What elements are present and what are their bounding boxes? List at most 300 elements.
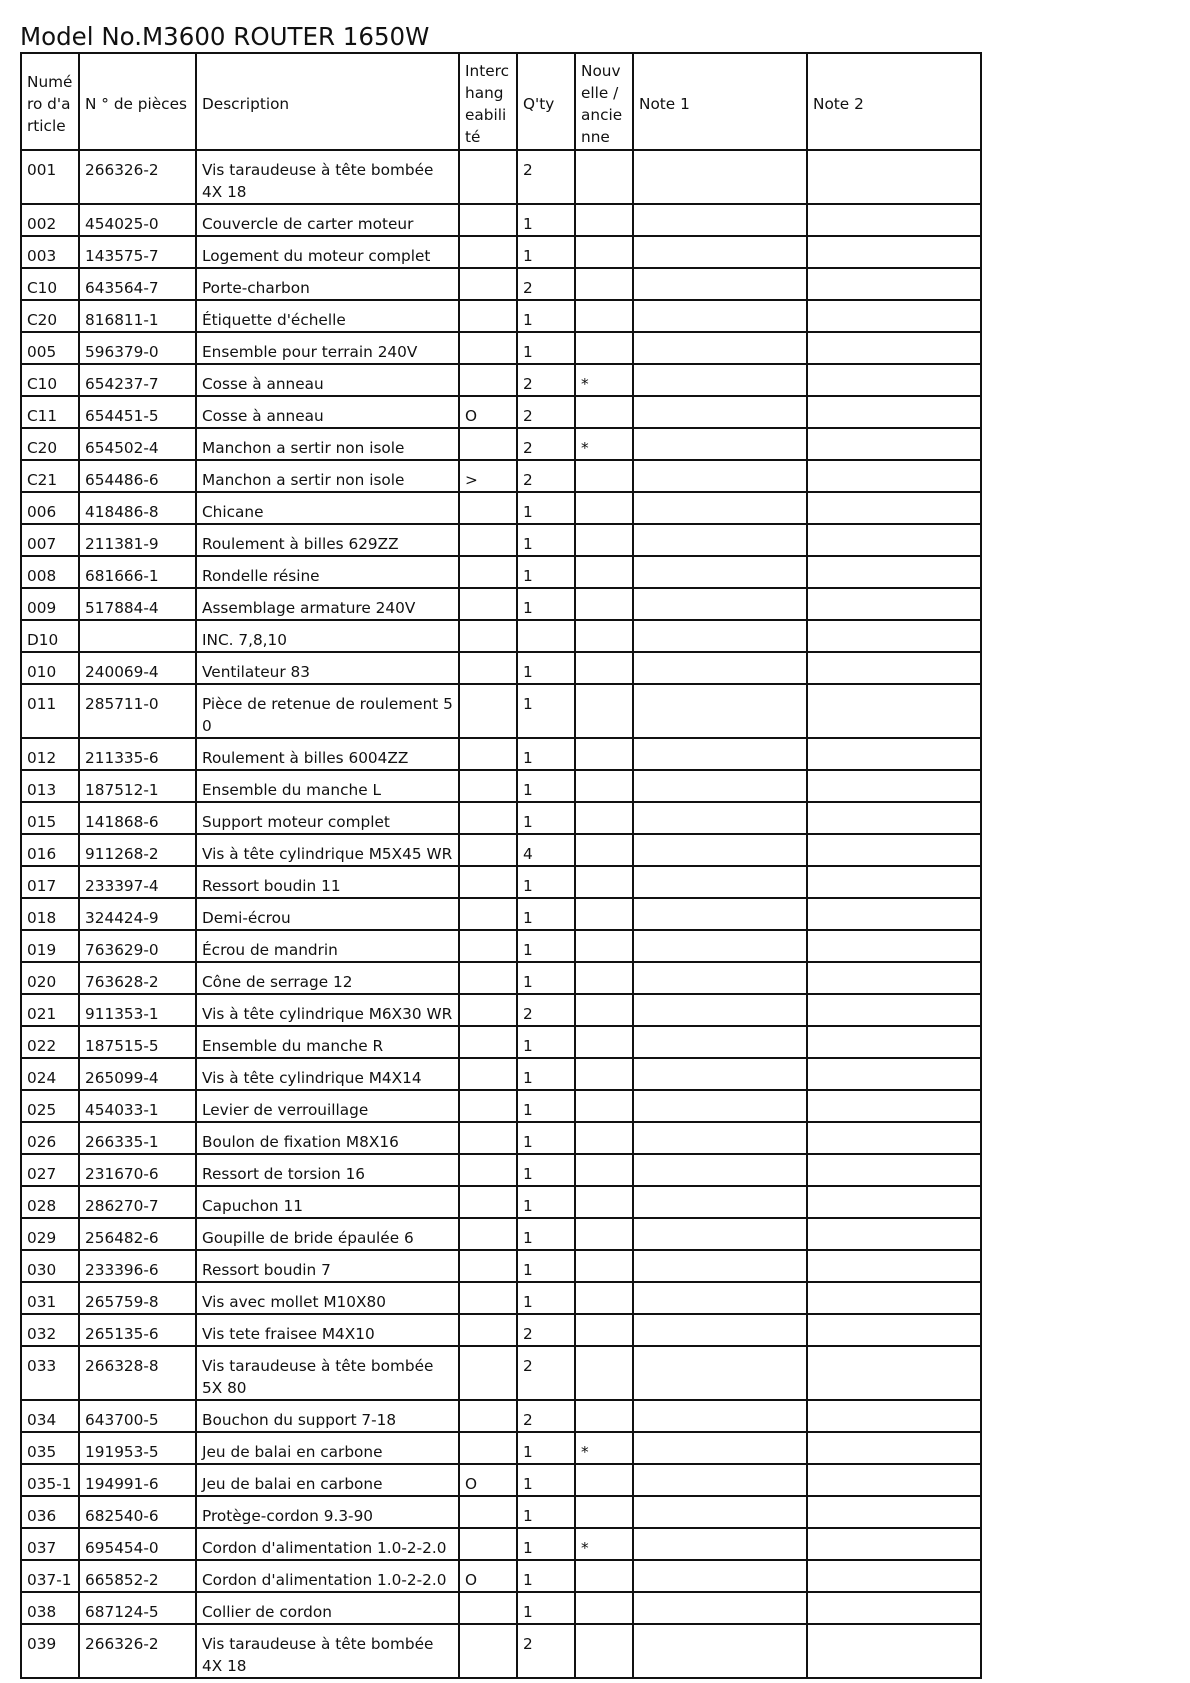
cell-description: Écrou de mandrin: [196, 930, 459, 962]
table-row: [21, 588, 981, 620]
cell-item-number: 005: [21, 332, 79, 364]
cell-description: Boulon de fixation M8X16: [196, 1122, 459, 1154]
cell-note-2: [807, 364, 981, 396]
cell-item-number: 003: [21, 236, 79, 268]
cell-part-number: 763629-0: [79, 930, 196, 962]
table-row: [21, 396, 981, 428]
cell-note-2: [807, 802, 981, 834]
cell-note-1: [633, 1058, 807, 1090]
cell-item-number: 037-1: [21, 1560, 79, 1592]
cell-item-number: C20: [21, 300, 79, 332]
cell-note-1: [633, 1090, 807, 1122]
cell-description: Ensemble du manche R: [196, 1026, 459, 1058]
cell-note-2: [807, 428, 981, 460]
cell-note-1: [633, 1496, 807, 1528]
cell-quantity: 1: [517, 1282, 575, 1314]
table-row: [21, 930, 981, 962]
cell-item-number: 031: [21, 1282, 79, 1314]
cell-part-number: 285711-0: [79, 684, 196, 738]
cell-part-number: 231670-6: [79, 1154, 196, 1186]
cell-description: Manchon a sertir non isole: [196, 460, 459, 492]
cell-note-2: [807, 556, 981, 588]
cell-interchangeability: [459, 802, 517, 834]
cell-description: Capuchon 11: [196, 1186, 459, 1218]
cell-note-1: [633, 994, 807, 1026]
cell-description: Goupille de bride épaulée 6: [196, 1218, 459, 1250]
cell-interchangeability: [459, 1282, 517, 1314]
cell-interchangeability: [459, 1250, 517, 1282]
cell-note-1: [633, 236, 807, 268]
cell-description: Protège-cordon 9.3-90: [196, 1496, 459, 1528]
cell-description: Vis à tête cylindrique M5X45 WR: [196, 834, 459, 866]
cell-quantity: 1: [517, 1592, 575, 1624]
cell-interchangeability: [459, 588, 517, 620]
cell-item-number: 028: [21, 1186, 79, 1218]
cell-interchangeability: [459, 930, 517, 962]
cell-new-old: *: [575, 364, 633, 396]
table-row: [21, 492, 981, 524]
cell-note-1: [633, 738, 807, 770]
table-row: [21, 1154, 981, 1186]
cell-quantity: 1: [517, 1058, 575, 1090]
cell-item-number: 010: [21, 652, 79, 684]
cell-part-number: 665852-2: [79, 1560, 196, 1592]
cell-new-old: [575, 1122, 633, 1154]
cell-interchangeability: [459, 150, 517, 204]
cell-part-number: 643700-5: [79, 1400, 196, 1432]
cell-note-2: [807, 1282, 981, 1314]
cell-interchangeability: [459, 332, 517, 364]
col-header-part-number: N ° de pièces: [79, 53, 196, 150]
cell-description: Support moteur complet: [196, 802, 459, 834]
cell-part-number: 763628-2: [79, 962, 196, 994]
cell-new-old: [575, 962, 633, 994]
table-row: [21, 620, 981, 652]
cell-note-1: [633, 1400, 807, 1432]
cell-interchangeability: [459, 1026, 517, 1058]
table-row: [21, 738, 981, 770]
cell-item-number: C10: [21, 268, 79, 300]
cell-quantity: 1: [517, 492, 575, 524]
cell-note-1: [633, 930, 807, 962]
cell-description: Vis taraudeuse à tête bombée 4X 18: [196, 150, 459, 204]
cell-note-2: [807, 994, 981, 1026]
cell-new-old: [575, 1496, 633, 1528]
cell-quantity: 1: [517, 332, 575, 364]
cell-item-number: 024: [21, 1058, 79, 1090]
cell-new-old: [575, 1218, 633, 1250]
cell-quantity: 1: [517, 1186, 575, 1218]
cell-item-number: 034: [21, 1400, 79, 1432]
table-row: [21, 1058, 981, 1090]
cell-quantity: 1: [517, 930, 575, 962]
cell-note-2: [807, 1186, 981, 1218]
cell-note-2: [807, 1154, 981, 1186]
cell-quantity: 1: [517, 236, 575, 268]
cell-new-old: [575, 738, 633, 770]
cell-item-number: 022: [21, 1026, 79, 1058]
cell-part-number: 687124-5: [79, 1592, 196, 1624]
table-row: [21, 268, 981, 300]
cell-note-2: [807, 1432, 981, 1464]
cell-new-old: *: [575, 428, 633, 460]
col-header-note-1: Note 1: [633, 53, 807, 150]
cell-quantity: 2: [517, 364, 575, 396]
cell-new-old: *: [575, 1432, 633, 1464]
cell-interchangeability: [459, 994, 517, 1026]
cell-note-2: [807, 1560, 981, 1592]
cell-note-1: [633, 268, 807, 300]
table-row: [21, 1090, 981, 1122]
cell-note-1: [633, 300, 807, 332]
table-row: [21, 898, 981, 930]
cell-description: Vis à tête cylindrique M6X30 WR: [196, 994, 459, 1026]
cell-interchangeability: [459, 620, 517, 652]
cell-quantity: 2: [517, 428, 575, 460]
cell-note-2: [807, 588, 981, 620]
cell-note-2: [807, 204, 981, 236]
cell-description: Ressort boudin 7: [196, 1250, 459, 1282]
cell-new-old: [575, 866, 633, 898]
cell-item-number: C10: [21, 364, 79, 396]
cell-note-2: [807, 268, 981, 300]
col-header-quantity: Q'ty: [517, 53, 575, 150]
cell-interchangeability: [459, 1346, 517, 1400]
cell-description: Roulement à billes 629ZZ: [196, 524, 459, 556]
cell-quantity: 1: [517, 1250, 575, 1282]
cell-new-old: [575, 994, 633, 1026]
cell-quantity: 2: [517, 150, 575, 204]
cell-description: Couvercle de carter moteur: [196, 204, 459, 236]
cell-note-1: [633, 1592, 807, 1624]
cell-interchangeability: [459, 1154, 517, 1186]
cell-note-1: [633, 396, 807, 428]
cell-note-1: [633, 1154, 807, 1186]
cell-item-number: 030: [21, 1250, 79, 1282]
cell-part-number: 233396-6: [79, 1250, 196, 1282]
table-row: [21, 866, 981, 898]
table-row: [21, 652, 981, 684]
cell-note-1: [633, 556, 807, 588]
cell-item-number: 020: [21, 962, 79, 994]
cell-note-2: [807, 770, 981, 802]
cell-note-2: [807, 866, 981, 898]
cell-description: INC. 7,8,10: [196, 620, 459, 652]
cell-part-number: [79, 620, 196, 652]
cell-note-2: [807, 396, 981, 428]
cell-part-number: 187515-5: [79, 1026, 196, 1058]
cell-new-old: [575, 524, 633, 556]
cell-note-1: [633, 460, 807, 492]
cell-new-old: [575, 1282, 633, 1314]
cell-part-number: 911268-2: [79, 834, 196, 866]
cell-note-1: [633, 620, 807, 652]
cell-note-2: [807, 930, 981, 962]
table-row: [21, 1528, 981, 1560]
table-row: [21, 1218, 981, 1250]
cell-new-old: [575, 300, 633, 332]
cell-interchangeability: [459, 652, 517, 684]
cell-part-number: 418486-8: [79, 492, 196, 524]
cell-part-number: 143575-7: [79, 236, 196, 268]
cell-note-2: [807, 620, 981, 652]
cell-description: Chicane: [196, 492, 459, 524]
cell-interchangeability: [459, 1432, 517, 1464]
cell-interchangeability: [459, 492, 517, 524]
cell-new-old: [575, 1346, 633, 1400]
cell-part-number: 141868-6: [79, 802, 196, 834]
cell-quantity: 2: [517, 396, 575, 428]
cell-description: Ventilateur 83: [196, 652, 459, 684]
cell-quantity: 1: [517, 556, 575, 588]
cell-new-old: [575, 150, 633, 204]
cell-quantity: 1: [517, 524, 575, 556]
cell-item-number: 012: [21, 738, 79, 770]
table-row: [21, 1400, 981, 1432]
cell-interchangeability: O: [459, 396, 517, 428]
cell-part-number: 682540-6: [79, 1496, 196, 1528]
cell-note-2: [807, 492, 981, 524]
cell-interchangeability: [459, 962, 517, 994]
cell-quantity: 1: [517, 738, 575, 770]
cell-item-number: 039: [21, 1624, 79, 1678]
cell-part-number: 265099-4: [79, 1058, 196, 1090]
cell-item-number: 008: [21, 556, 79, 588]
cell-interchangeability: [459, 1122, 517, 1154]
cell-part-number: 265135-6: [79, 1314, 196, 1346]
cell-item-number: 011: [21, 684, 79, 738]
cell-note-2: [807, 834, 981, 866]
cell-note-1: [633, 684, 807, 738]
cell-description: Ressort de torsion 16: [196, 1154, 459, 1186]
cell-new-old: [575, 588, 633, 620]
col-header-interchangeability: Interchangeabilité: [459, 53, 517, 150]
cell-new-old: [575, 684, 633, 738]
cell-description: Pièce de retenue de roulement 5 0: [196, 684, 459, 738]
cell-interchangeability: O: [459, 1464, 517, 1496]
table-row: [21, 684, 981, 738]
table-row: [21, 1282, 981, 1314]
cell-part-number: 654486-6: [79, 460, 196, 492]
table-row: [21, 1464, 981, 1496]
cell-description: Étiquette d'échelle: [196, 300, 459, 332]
cell-new-old: [575, 898, 633, 930]
cell-item-number: 001: [21, 150, 79, 204]
cell-note-2: [807, 1058, 981, 1090]
cell-new-old: [575, 930, 633, 962]
cell-note-2: [807, 524, 981, 556]
cell-note-1: [633, 492, 807, 524]
cell-item-number: C21: [21, 460, 79, 492]
cell-quantity: 4: [517, 834, 575, 866]
table-row: [21, 150, 981, 204]
cell-new-old: *: [575, 1528, 633, 1560]
table-row: [21, 962, 981, 994]
cell-item-number: 029: [21, 1218, 79, 1250]
table-row: [21, 1346, 981, 1400]
cell-quantity: 1: [517, 898, 575, 930]
cell-part-number: 654451-5: [79, 396, 196, 428]
cell-note-2: [807, 738, 981, 770]
cell-note-1: [633, 866, 807, 898]
cell-description: Vis à tête cylindrique M4X14: [196, 1058, 459, 1090]
cell-new-old: [575, 802, 633, 834]
parts-table-body: [21, 150, 981, 1678]
cell-part-number: 266326-2: [79, 1624, 196, 1678]
cell-note-2: [807, 1314, 981, 1346]
cell-interchangeability: [459, 1624, 517, 1678]
cell-description: Cosse à anneau: [196, 364, 459, 396]
cell-quantity: 1: [517, 1218, 575, 1250]
cell-new-old: [575, 1090, 633, 1122]
table-row: [21, 364, 981, 396]
cell-quantity: 1: [517, 588, 575, 620]
cell-item-number: 033: [21, 1346, 79, 1400]
cell-quantity: 1: [517, 1026, 575, 1058]
table-row: [21, 1432, 981, 1464]
table-row: [21, 1314, 981, 1346]
cell-quantity: 1: [517, 1154, 575, 1186]
cell-quantity: 2: [517, 1400, 575, 1432]
cell-part-number: 240069-4: [79, 652, 196, 684]
cell-new-old: [575, 834, 633, 866]
cell-part-number: 187512-1: [79, 770, 196, 802]
cell-item-number: 018: [21, 898, 79, 930]
table-row: [21, 556, 981, 588]
cell-interchangeability: [459, 898, 517, 930]
table-row: [21, 236, 981, 268]
cell-note-2: [807, 1400, 981, 1432]
table-row: [21, 994, 981, 1026]
cell-quantity: 2: [517, 1624, 575, 1678]
cell-new-old: [575, 1250, 633, 1282]
cell-note-1: [633, 1250, 807, 1282]
cell-new-old: [575, 1154, 633, 1186]
table-row: [21, 1026, 981, 1058]
cell-item-number: 032: [21, 1314, 79, 1346]
cell-note-1: [633, 1560, 807, 1592]
cell-interchangeability: [459, 738, 517, 770]
cell-description: Cône de serrage 12: [196, 962, 459, 994]
cell-quantity: 1: [517, 1496, 575, 1528]
cell-item-number: C11: [21, 396, 79, 428]
cell-part-number: 266335-1: [79, 1122, 196, 1154]
cell-description: Vis avec mollet M10X80: [196, 1282, 459, 1314]
parts-table: [20, 52, 982, 1679]
header-row: [21, 53, 981, 150]
cell-note-2: [807, 332, 981, 364]
cell-note-2: [807, 1122, 981, 1154]
cell-note-1: [633, 1528, 807, 1560]
cell-note-1: [633, 524, 807, 556]
cell-quantity: 2: [517, 460, 575, 492]
cell-new-old: [575, 652, 633, 684]
cell-note-2: [807, 1624, 981, 1678]
cell-note-2: [807, 1346, 981, 1400]
cell-part-number: 286270-7: [79, 1186, 196, 1218]
cell-item-number: 037: [21, 1528, 79, 1560]
cell-note-2: [807, 898, 981, 930]
cell-new-old: [575, 770, 633, 802]
table-row: [21, 802, 981, 834]
cell-note-1: [633, 1122, 807, 1154]
cell-part-number: 211381-9: [79, 524, 196, 556]
cell-new-old: [575, 492, 633, 524]
cell-interchangeability: [459, 556, 517, 588]
cell-interchangeability: [459, 204, 517, 236]
cell-interchangeability: [459, 1058, 517, 1090]
cell-quantity: 1: [517, 962, 575, 994]
cell-note-1: [633, 150, 807, 204]
table-row: [21, 204, 981, 236]
cell-part-number: 517884-4: [79, 588, 196, 620]
cell-quantity: 1: [517, 1528, 575, 1560]
cell-item-number: 015: [21, 802, 79, 834]
cell-part-number: 643564-7: [79, 268, 196, 300]
cell-interchangeability: [459, 1314, 517, 1346]
cell-note-1: [633, 1026, 807, 1058]
col-header-description: Description: [196, 53, 459, 150]
cell-item-number: C20: [21, 428, 79, 460]
cell-note-1: [633, 428, 807, 460]
cell-note-1: [633, 834, 807, 866]
cell-quantity: 1: [517, 770, 575, 802]
table-row: [21, 1496, 981, 1528]
cell-new-old: [575, 1624, 633, 1678]
cell-note-2: [807, 300, 981, 332]
cell-note-1: [633, 1186, 807, 1218]
cell-item-number: 036: [21, 1496, 79, 1528]
cell-part-number: 266328-8: [79, 1346, 196, 1400]
cell-part-number: 211335-6: [79, 738, 196, 770]
cell-interchangeability: [459, 364, 517, 396]
cell-note-1: [633, 770, 807, 802]
cell-item-number: 019: [21, 930, 79, 962]
cell-interchangeability: [459, 1090, 517, 1122]
cell-new-old: [575, 1592, 633, 1624]
cell-part-number: 266326-2: [79, 150, 196, 204]
cell-note-2: [807, 1528, 981, 1560]
cell-note-1: [633, 588, 807, 620]
cell-item-number: 035: [21, 1432, 79, 1464]
table-row: [21, 1122, 981, 1154]
cell-interchangeability: [459, 300, 517, 332]
cell-item-number: 025: [21, 1090, 79, 1122]
cell-item-number: 035-1: [21, 1464, 79, 1496]
cell-description: Demi-écrou: [196, 898, 459, 930]
cell-description: Bouchon du support 7-18: [196, 1400, 459, 1432]
cell-quantity: 1: [517, 866, 575, 898]
cell-item-number: 027: [21, 1154, 79, 1186]
cell-note-1: [633, 652, 807, 684]
cell-note-2: [807, 962, 981, 994]
cell-note-2: [807, 1026, 981, 1058]
table-row: [21, 460, 981, 492]
cell-description: Manchon a sertir non isole: [196, 428, 459, 460]
cell-note-2: [807, 652, 981, 684]
cell-new-old: [575, 1186, 633, 1218]
table-row: [21, 770, 981, 802]
cell-description: Assemblage armature 240V: [196, 588, 459, 620]
cell-interchangeability: [459, 268, 517, 300]
cell-interchangeability: [459, 524, 517, 556]
table-row: [21, 300, 981, 332]
cell-part-number: 191953-5: [79, 1432, 196, 1464]
cell-description: Logement du moteur complet: [196, 236, 459, 268]
cell-note-1: [633, 1282, 807, 1314]
cell-description: Ensemble du manche L: [196, 770, 459, 802]
cell-quantity: 2: [517, 994, 575, 1026]
